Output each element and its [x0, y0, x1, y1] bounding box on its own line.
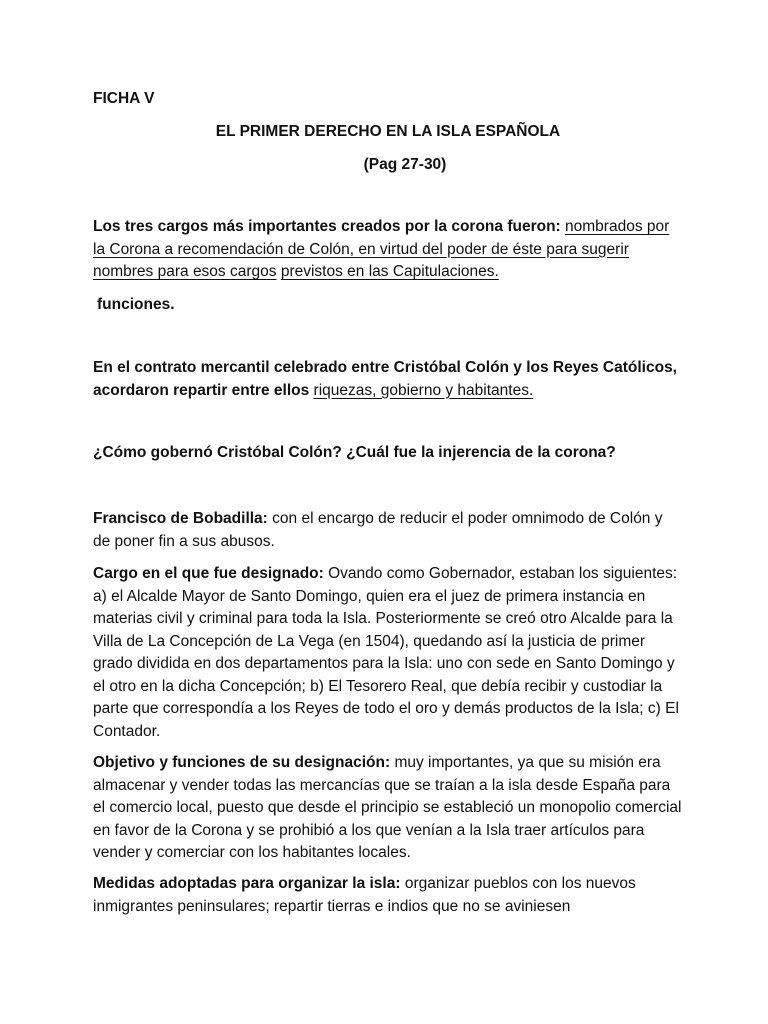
- cargo-label: Cargo en el que fue designado:: [93, 565, 324, 582]
- objetivo-paragraph: [93, 752, 683, 865]
- cargos-paragraph: [93, 216, 683, 284]
- objetivo-text: muy importantes, ya que su misión era almacenar y vender todas las mercancías que se traían a la isla desde España para el comercio local, puesto que desde el principio se estableció un monopolio comercial en favor de la Corona y se prohibió a los que venían a la Isla traer artículos para vender y comerciar con los habitantes locales.: [93, 754, 682, 861]
- medidas-paragraph: [93, 873, 683, 918]
- cargos-answer-2: previstos en las Capitulaciones.: [280, 263, 499, 280]
- objetivo-label: Objetivo y funciones de su designación:: [93, 754, 391, 771]
- contrato-question: En el contrato mercantil celebrado entre Cristóbal Colón y los Reyes Católicos, acordaron repartir entre ellos: [93, 359, 677, 399]
- gobierno-question: ¿Cómo gobernó Cristóbal Colón? ¿Cuál fue la injerencia de la corona?: [93, 444, 616, 461]
- cargo-text: Ovando como Gobernador, estaban los siguientes: a) el Alcalde Mayor de Santo Domingo, quien era el juez de primera instancia en materias civil y criminal para toda la Isla. Posteriormente se creó otro Alcalde para la Villa de La Concepción de La Vega (en 1504), quedando así la justicia de primer grado dividida en dos departamentos para la Isla: uno con sede en Santo Domingo y el otro en la dicha Concepción; b) El Tesorero Real, que debía recibir y custodiar la parte que correspondía a los Reyes de todo el oro y demás productos de la Isla; c) El Contador.: [93, 565, 679, 740]
- document-title: EL PRIMER DERECHO EN LA ISLA ESPAÑOLA: [215, 123, 561, 140]
- cargos-answer-1: nombrados por la Corona a recomendación de Colón, en virtud del poder de éste para sugerir nombres para esos cargos: [93, 218, 670, 280]
- contrato-paragraph: [93, 357, 683, 402]
- bobadilla-label: Francisco de Bobadilla:: [93, 510, 268, 527]
- contrato-answer: riquezas, gobierno y habitantes.: [313, 381, 534, 399]
- page-reference: (Pag 27-30): [363, 156, 447, 173]
- cargo-paragraph: [93, 563, 683, 743]
- medidas-label: Medidas adoptadas para organizar la isla:: [93, 875, 401, 892]
- funciones-line: funciones.: [97, 296, 175, 313]
- bobadilla-text: con el encargo de reducir el poder omnimodo de Colón y de poner fin a sus abusos.: [93, 510, 663, 550]
- medidas-text: organizar pueblos con los nuevos inmigrantes peninsulares; repartir tierras e indios que no se aviniesen: [93, 875, 636, 915]
- bobadilla-paragraph: [93, 508, 683, 553]
- ficha-label: FICHA V: [93, 90, 155, 107]
- cargos-question: Los tres cargos más importantes creados por la corona fueron:: [93, 218, 561, 235]
